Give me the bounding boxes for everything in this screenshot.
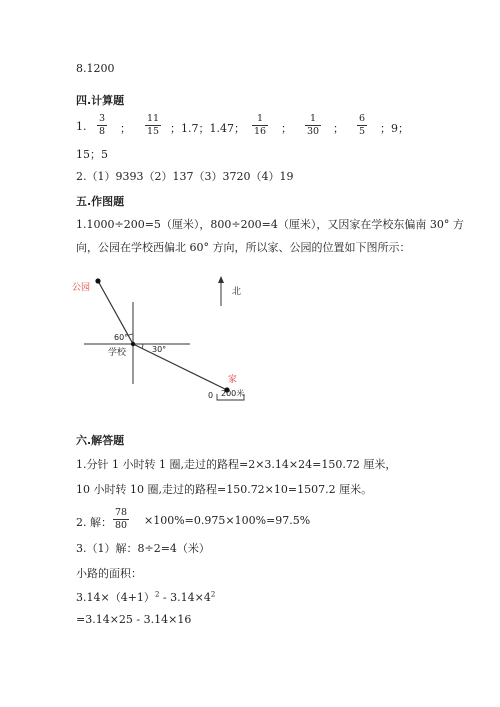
fraction-denominator: 16 (254, 126, 267, 137)
school-point (131, 342, 135, 346)
answer-line-8: 8.1200 (76, 62, 115, 75)
ans3-line3-part-b: - 3.14×4 (159, 591, 211, 604)
school-label: 学校 (108, 348, 127, 358)
calc1-line2: 15；5 (76, 148, 108, 161)
calc1-tail: ；9； (380, 122, 409, 135)
section-6-title: 六.解答题 (76, 434, 125, 447)
ans1-line2: 10 小时转 10 圈,走过的路程=150.72×10=1507.2 厘米。 (76, 483, 373, 496)
separator: ； (281, 122, 292, 135)
exponent: 2 (154, 590, 160, 599)
exponent: 2 (210, 590, 216, 599)
ans2-rest: ×100%=0.975×100%=97.5% (144, 514, 311, 527)
school-home-line (133, 344, 227, 390)
park-label: 公园 (72, 283, 91, 293)
ans3-line3-part-a: 3.14×（4+1） (76, 591, 155, 604)
calc1-mid-text: ；1.7；1.47； (170, 122, 245, 135)
fraction-denominator: 80 (115, 520, 128, 531)
park-point (95, 278, 100, 283)
angle-60-label: 60° (114, 333, 129, 342)
calc1-prefix: 1. (76, 120, 87, 133)
fraction-numerator: 6 (359, 113, 366, 124)
fraction-denominator: 5 (359, 126, 366, 137)
ans3-line1: 3.（1）解：8÷2=4（米） (76, 542, 210, 555)
fraction-denominator: 30 (307, 126, 320, 137)
fraction-numerator: 1 (257, 113, 264, 124)
section-5-title: 五.作图题 (76, 195, 125, 208)
ans1-line1: 1.分针 1 小时转 1 圈,走过的路程=2×3.14×24=150.72 厘米， (76, 458, 397, 471)
north-arrow-head (218, 276, 224, 283)
separator: ； (120, 122, 131, 135)
fraction-78-80 (113, 507, 129, 532)
draw1-line1: 1.1000÷200=5（厘米），800÷200=4（厘米），又因家在学校东偏南 30° 方 (76, 218, 464, 231)
ans2-prefix: 2. 解： (76, 516, 112, 529)
north-label: 北 (232, 287, 242, 297)
fraction-numerator: 11 (147, 113, 160, 124)
separator: ； (333, 122, 344, 135)
fraction-numerator: 78 (115, 507, 128, 518)
fraction-denominator: 15 (147, 126, 160, 137)
angle-60-arc (128, 334, 133, 336)
scale-zero-label: 0 (208, 391, 214, 400)
section-4-title: 四.计算题 (76, 94, 125, 107)
fraction-numerator: 1 (310, 113, 317, 124)
ans3-line2: 小路的面积： (76, 567, 142, 580)
angle-30-arc (142, 344, 143, 348)
ans3-line4: =3.14×25 - 3.14×16 (76, 613, 192, 626)
ans3-line3 (76, 589, 215, 605)
fraction-numerator: 3 (99, 113, 106, 124)
fraction-denominator: 8 (99, 126, 106, 137)
angle-30-label: 30° (152, 345, 167, 354)
scale-length-label: 200米 (221, 389, 245, 398)
draw1-line2: 向，公园在学校西偏北 60° 方向，所以家、公园的位置如下图所示： (76, 241, 411, 254)
calc2-line: 2.（1）9393（2）137（3）3720（4）19 (76, 170, 294, 183)
home-label: 家 (228, 375, 238, 385)
